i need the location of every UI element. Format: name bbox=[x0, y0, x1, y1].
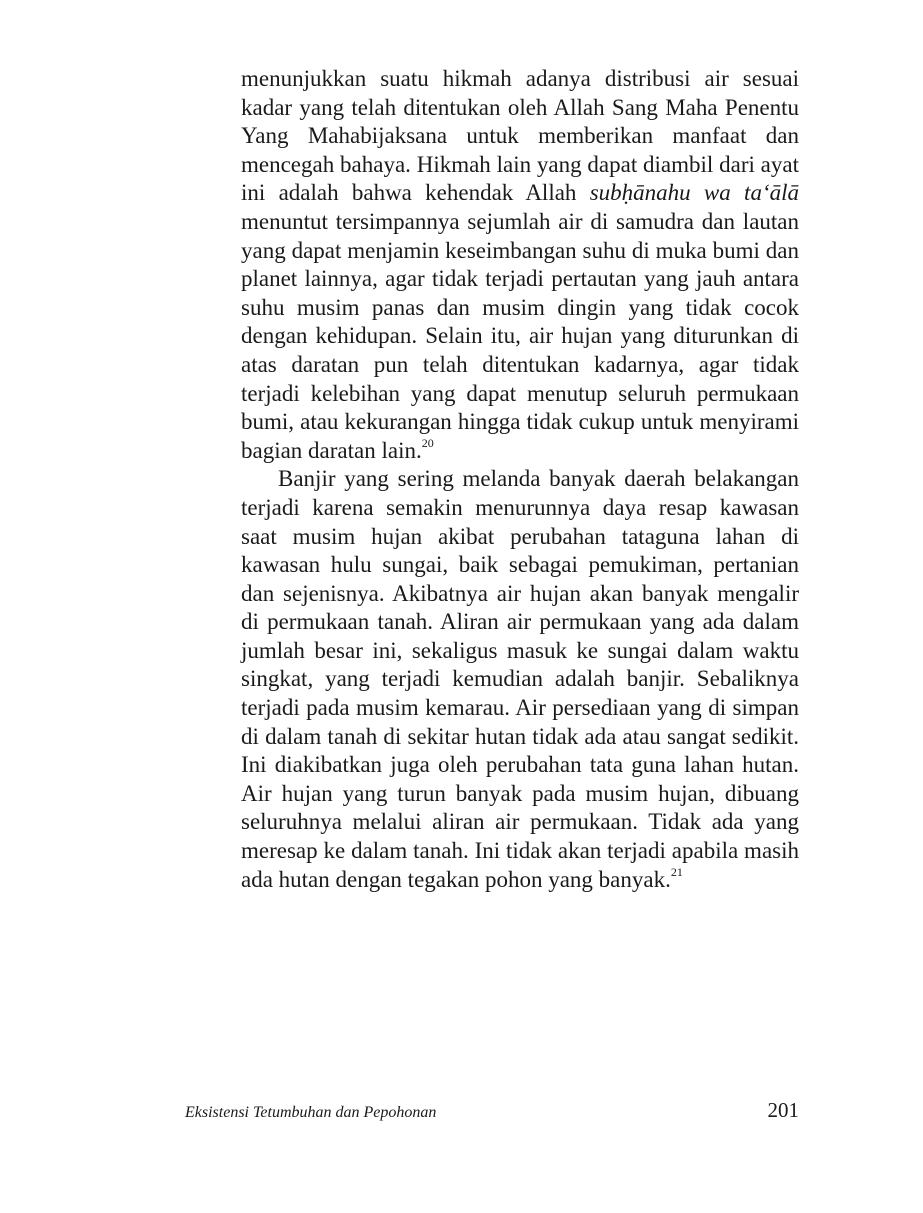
page-footer bbox=[185, 1098, 799, 1123]
page-number: 201 bbox=[767, 1098, 799, 1122]
page-body bbox=[241, 65, 799, 894]
footnote-ref-21[interactable]: 21 bbox=[670, 864, 683, 879]
paragraph-1-text-start: menunjukkan suatu hikmah adanya distribusi air sesuai kadar yang telah ditentukan oleh Allah Sang Maha Penentu Yang Mahabijaksana untuk memberikan manfaat dan mencegah bahaya. Hikmah lain yang dapat diambil dari ayat ini adalah bahwa kehendak Allah bbox=[241, 66, 799, 206]
paragraph-1 bbox=[241, 65, 799, 465]
paragraph-1-italic-phrase: subḥānahu wa ta‘ālā bbox=[589, 180, 800, 206]
paragraph-2 bbox=[241, 465, 799, 894]
footnote-ref-20[interactable]: 20 bbox=[421, 435, 434, 450]
paragraph-1-text-end: menuntut tersimpannya sejumlah air di samudra dan lautan yang dapat menjamin keseimbangan suhu di muka bumi dan planet lainnya, agar tidak terjadi pertautan yang jauh antara suhu musim panas dan musim dingin yang tidak cocok dengan kehidupan. Selain itu, air hujan yang diturunkan di atas daratan pun telah ditentukan kadarnya, agar tidak terjadi kelebihan yang dapat menutup seluruh permukaan bumi, atau kekurangan hingga tidak cukup untuk menyirami bagian daratan lain. bbox=[241, 208, 799, 463]
paragraph-2-text: Banjir yang sering melanda banyak daerah belakangan terjadi karena semakin menurunnya daya resap kawasan saat musim hujan akibat perubahan tataguna lahan di kawasan hulu sungai, baik sebagai pemukiman, pertanian dan sejenisnya. Akibatnya air hujan akan banyak mengalir di permukaan tanah. Aliran air permukaan yang ada dalam jumlah besar ini, sekaligus masuk ke sungai dalam waktu singkat, yang terjadi kemudian adalah banjir. Sebaliknya terjadi pada musim kemarau. Air persediaan yang di simpan di dalam tanah di sekitar hutan tidak ada atau sangat sedikit. Ini diakibatkan juga oleh perubahan tata guna lahan hutan. Air hujan yang turun banyak pada musim hujan, dibuang seluruhnya melalui aliran air permukaan. Tidak ada yang meresap ke dalam tanah. Ini tidak akan terjadi apabila masih ada hutan dengan tegakan pohon yang banyak. bbox=[241, 466, 799, 892]
running-footer-title: Eksistensi Tetumbuhan dan Pepohonan bbox=[185, 1104, 437, 1121]
